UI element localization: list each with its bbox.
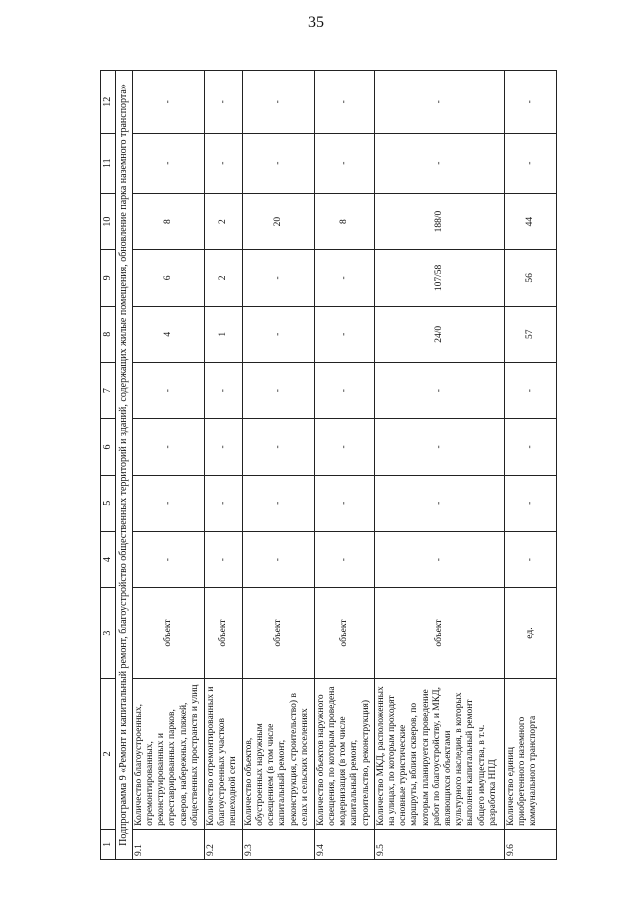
value-cell: - — [204, 133, 242, 193]
row-number: 9.5 — [374, 829, 504, 859]
value-cell: - — [374, 531, 504, 587]
value-cell: - — [374, 419, 504, 475]
value-cell: - — [242, 531, 314, 587]
unit-cell: ед. — [504, 588, 556, 679]
value-cell: - — [242, 475, 314, 531]
table-row — [132, 71, 204, 860]
indicator-name: Количество МКД, расположенных на улицах, по которым проходят основные туристические маршруты, вблизи скверов, по которым планируется проведение работ по благоустройству, и МКД, являющихся объектами культурного наследия, в которых выполнен капитальный ремонт общего имущества, в т.ч. разработка НПД — [374, 678, 504, 829]
value-cell: - — [204, 362, 242, 418]
indicator-name: Количество благоустроенных, отремонтированных, реконструированных и отреставрированных парков, скверов, набережных, пляжей, общественных пространств и улиц — [132, 678, 204, 829]
col-header: 11 — [101, 133, 116, 193]
value-cell: - — [242, 419, 314, 475]
value-cell: - — [374, 362, 504, 418]
value-cell: 20 — [242, 193, 314, 249]
value-cell: - — [204, 531, 242, 587]
col-header: 6 — [101, 419, 116, 475]
col-header: 7 — [101, 362, 116, 418]
row-number: 9.1 — [132, 829, 204, 859]
col-header: 5 — [101, 475, 116, 531]
value-cell: - — [314, 475, 374, 531]
value-cell: - — [314, 250, 374, 306]
value-cell: - — [204, 475, 242, 531]
indicator-name: Количество отремонтированных и благоустроенных участков пешеходной сети — [204, 678, 242, 829]
value-cell: - — [314, 306, 374, 362]
col-header: 1 — [101, 829, 116, 859]
value-cell: - — [504, 133, 556, 193]
page-number: 35 — [308, 14, 324, 31]
value-cell: 24/0 — [374, 306, 504, 362]
value-cell: - — [374, 133, 504, 193]
indicator-name: Количество объектов, обустроенных наружным освещением (в том числе капитальный ремонт, реконструкция, строительство) в селах и сельских поселениях — [242, 678, 314, 829]
value-cell: - — [504, 475, 556, 531]
table-row — [242, 71, 314, 860]
value-cell: - — [204, 419, 242, 475]
value-cell: 8 — [132, 193, 204, 249]
value-cell: 56 — [504, 250, 556, 306]
value-cell: 4 — [132, 306, 204, 362]
unit-cell: объект — [204, 588, 242, 679]
value-cell: 2 — [204, 193, 242, 249]
subprogram-title: Подпрограмма 9 «Ремонт и капитальный ремонт, благоустройство общественных территорий и зданий, содержащих жилые помещения, обновление парка наземного транспорта» — [116, 71, 133, 860]
value-cell: 188/0 — [374, 193, 504, 249]
table-row — [204, 71, 242, 860]
col-header: 2 — [101, 678, 116, 829]
value-cell: - — [314, 71, 374, 134]
value-cell: - — [132, 71, 204, 134]
col-header: 3 — [101, 588, 116, 679]
value-cell: - — [132, 362, 204, 418]
table-row — [374, 71, 504, 860]
table-row — [504, 71, 556, 860]
col-header: 9 — [101, 250, 116, 306]
value-cell: - — [374, 475, 504, 531]
indicator-name: Количество объектов наружного освещения, по которым проведена модернизация (в том числе капитальный ремонт, строительство, реконструкция) — [314, 678, 374, 829]
value-cell: 8 — [314, 193, 374, 249]
value-cell: - — [314, 419, 374, 475]
col-header: 12 — [101, 71, 116, 134]
value-cell: 57 — [504, 306, 556, 362]
value-cell: - — [132, 133, 204, 193]
value-cell: - — [132, 419, 204, 475]
unit-cell: объект — [314, 588, 374, 679]
col-header: 4 — [101, 531, 116, 587]
value-cell: - — [242, 133, 314, 193]
value-cell: 6 — [132, 250, 204, 306]
value-cell: - — [242, 306, 314, 362]
indicators-table — [100, 70, 557, 860]
value-cell: - — [242, 250, 314, 306]
value-cell: - — [242, 362, 314, 418]
row-number: 9.3 — [242, 829, 314, 859]
indicator-name: Количество единиц приобретенного наземного коммунального транспорта — [504, 678, 556, 829]
col-header: 8 — [101, 306, 116, 362]
unit-cell: объект — [242, 588, 314, 679]
value-cell: - — [314, 531, 374, 587]
table-row — [314, 71, 374, 860]
value-cell: 107/58 — [374, 250, 504, 306]
value-cell: 2 — [204, 250, 242, 306]
unit-cell: объект — [374, 588, 504, 679]
value-cell: - — [132, 531, 204, 587]
row-number: 9.4 — [314, 829, 374, 859]
value-cell: - — [504, 419, 556, 475]
row-number: 9.6 — [504, 829, 556, 859]
row-number: 9.2 — [204, 829, 242, 859]
header-row — [101, 71, 116, 860]
subprogram-row — [116, 71, 133, 860]
value-cell: 1 — [204, 306, 242, 362]
value-cell: - — [314, 133, 374, 193]
value-cell: - — [374, 71, 504, 134]
value-cell: - — [242, 71, 314, 134]
value-cell: - — [314, 362, 374, 418]
col-header: 10 — [101, 193, 116, 249]
unit-cell: объект — [132, 588, 204, 679]
value-cell: - — [132, 475, 204, 531]
value-cell: - — [204, 71, 242, 134]
value-cell: - — [504, 531, 556, 587]
value-cell: - — [504, 71, 556, 134]
rotated-table-wrapper — [100, 70, 539, 860]
value-cell: 44 — [504, 193, 556, 249]
value-cell: - — [504, 362, 556, 418]
